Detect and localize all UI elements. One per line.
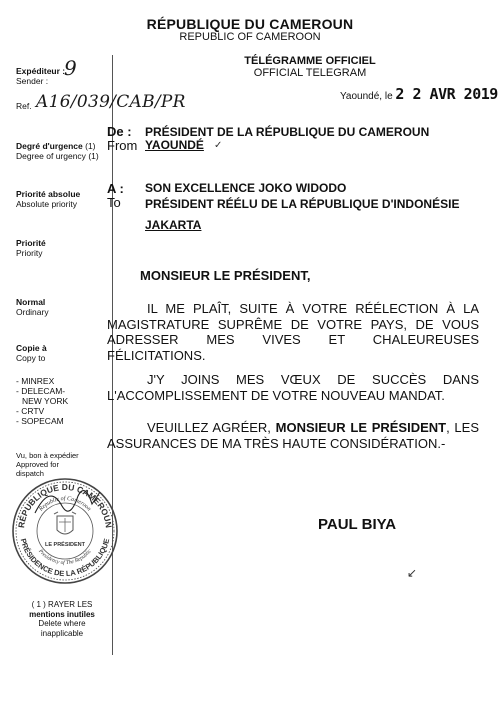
republic-title-en: REPUBLIC OF CAMEROON (179, 31, 321, 43)
salutation: MONSIEUR LE PRÉSIDENT, (140, 268, 311, 283)
letter-paragraph-3 (107, 420, 479, 451)
normal-en: Ordinary (16, 307, 49, 317)
copy-recipients-list (16, 376, 108, 426)
letter-paragraph-2: J'Y JOINS MES VŒUX DE SUCCÈS DANS L'ACCOMPLISSEMENT DE VOTRE NOUVEAU MANDAT. (107, 372, 479, 403)
to-city: JAKARTA (145, 218, 202, 232)
closing-part-1: VEUILLEZ AGRÉER, (147, 420, 271, 435)
letter-paragraph-1: IL ME PLAÎT, SUITE À VOTRE RÉÉLECTION À LA MAGISTRATURE SUPRÊME DE VOTRE PAYS, DE VOUS ADRESSER MES VIVES ET CHALEUREUSES FÉLICITATIONS. (107, 301, 479, 363)
svg-text:Republic of Cameroon: Republic of Cameroon (38, 495, 92, 513)
urgency-note-fr: (1) (85, 141, 96, 151)
footnote-block (16, 600, 108, 638)
republic-title-fr: RÉPUBLIQUE DU CAMEROUN (146, 16, 354, 32)
priority-fr: Priorité (16, 238, 46, 248)
copy-recipient: - SOPECAM (16, 416, 64, 426)
svg-text:Presidency of The Republic: Presidency of The Republic (37, 548, 93, 567)
absolute-priority-en: Absolute priority (16, 199, 77, 209)
copy-recipient: NEW YORK (22, 396, 69, 406)
urgency-label-en: Degree of urgency (16, 151, 86, 161)
sender-label-en: Sender : (16, 76, 49, 86)
normal-block (16, 297, 108, 317)
date-stamp: 2 2 AVR 2019 (395, 85, 498, 103)
date-line (340, 85, 498, 103)
copy-to-fr: Copie à (16, 343, 47, 353)
urgency-block (16, 141, 108, 161)
urgency-label-fr: Degré d'urgence (16, 141, 83, 151)
urgency-note-en: (1) (88, 151, 99, 161)
from-city: YAOUNDÉ (145, 138, 204, 152)
ref-number-handwritten: A16/039/CAB/PR (36, 92, 186, 112)
approval-en-2: dispatch (16, 469, 44, 478)
from-label-en: From (107, 138, 138, 153)
from-label-fr: De : (107, 124, 132, 139)
telegram-title-fr: TÉLÉGRAMME OFFICIEL (244, 55, 376, 67)
copy-block (16, 343, 108, 363)
approval-en-1: Approved for (16, 460, 59, 469)
copy-recipient: - MINREX (16, 376, 55, 386)
closing-part-3: , LES ASSURANCES DE MA TRÈS HAUTE CONSIDÉRATION.- (107, 420, 479, 451)
from-sender: PRÉSIDENT DE LA RÉPUBLIQUE DU CAMEROUN (145, 125, 430, 139)
copy-to-en: Copy to (16, 353, 46, 363)
footnote-line: inapplicable (40, 628, 84, 638)
pen-tick: ✓ (214, 140, 223, 151)
date-place: Yaoundé, le (340, 91, 393, 102)
closing-part-2: MONSIEUR LE PRÉSIDENT (275, 420, 447, 435)
svg-text:PRÉSIDENCE DE LA RÉPUBLIQUE: PRÉSIDENCE DE LA RÉPUBLIQUE (18, 537, 112, 579)
to-label-fr: A : (107, 181, 124, 196)
to-label-en: To (107, 195, 121, 210)
absolute-priority-block (16, 189, 108, 209)
to-recipient: SON EXCELLENCE JOKO WIDODO (145, 181, 347, 195)
ref-label: Ref. (16, 101, 32, 111)
approval-fr: Vu, bon à expédier (16, 451, 79, 460)
margin-mark-icon: ↙ (407, 566, 418, 580)
to-title: PRÉSIDENT RÉÉLU DE LA RÉPUBLIQUE D'INDONÉSIE (145, 197, 460, 211)
normal-fr: Normal (16, 297, 46, 307)
priority-en: Priority (16, 248, 43, 258)
telegram-title-en: OFFICIAL TELEGRAM (253, 67, 367, 79)
absolute-priority-fr: Priorité absolue (16, 189, 81, 199)
svg-text:RÉPUBLIQUE DU CAMEROUN: RÉPUBLIQUE DU CAMEROUN (16, 481, 114, 529)
signature-name: PAUL BIYA (318, 516, 397, 533)
sender-label-fr: Expéditeur : (16, 66, 66, 76)
sender-block (16, 66, 108, 86)
sender-handwritten-mark: 9 (64, 56, 77, 80)
copy-recipient: - DELECAM- (16, 386, 66, 396)
approval-block (16, 451, 108, 478)
priority-block (16, 238, 108, 258)
copy-recipient: - CRTV (16, 406, 45, 416)
approval-signature-scribble (30, 478, 110, 528)
footnote-line: Delete where (38, 619, 86, 628)
footnote-line: mentions inutiles (29, 609, 95, 619)
footnote-line: ( 1 ) RAYER LES (31, 600, 93, 609)
svg-text:LE PRÉSIDENT: LE PRÉSIDENT (44, 542, 86, 548)
